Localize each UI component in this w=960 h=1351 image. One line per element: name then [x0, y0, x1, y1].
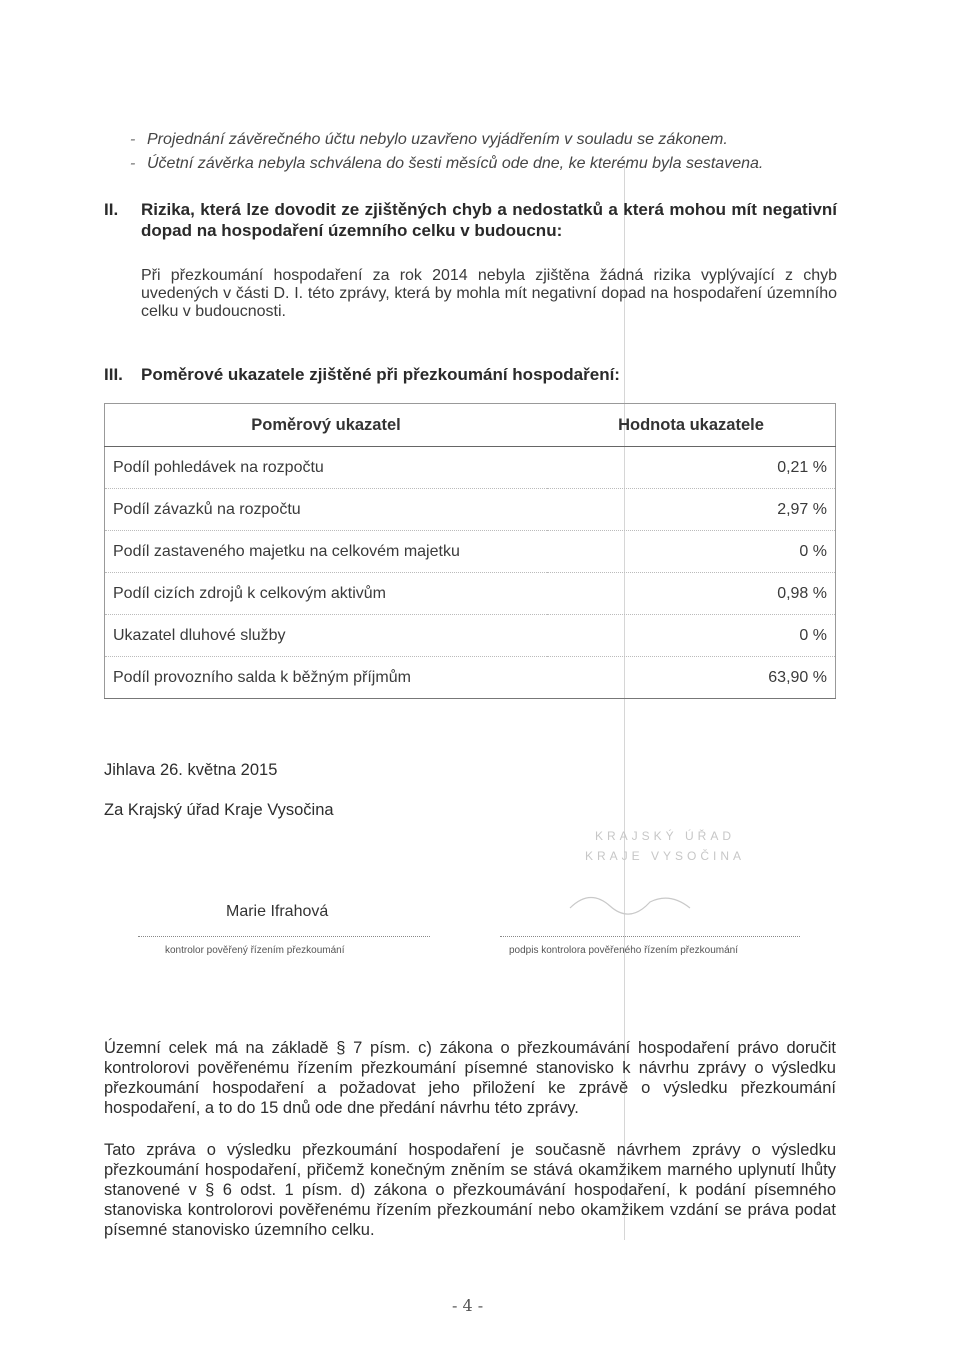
table-cell-label: Podíl pohledávek na rozpočtu — [105, 447, 548, 489]
section-2-text: Při přezkoumání hospodaření za rok 2014 nebyla zjištěna žádná rizika vyplývající z chyb uvedených v části D. I. této zprávy, která by mohla mít negativní dopad na hospodaření územního celku v budoucnosti. — [141, 267, 837, 320]
bullet-list — [130, 128, 763, 176]
table-row — [105, 447, 836, 489]
table-row — [105, 615, 836, 657]
paragraph-statement-right: Územní celek má na základě § 7 písm. c) zákona o přezkoumávání hospodaření právo doručit kontrolorovi pověřenému řízením přezkoumání písemné stanovisko k návrhu zprávy o výsledku přezkoumání hospodaření a požadovat jeho přiložení ke zprávě o výsledku přezkoumání hospodaření, a to do 15 dnů ode dne předání návrhu této zprávy. — [104, 1039, 836, 1117]
bullet-item: - Projednání závěrečného účtu nebylo uzavřeno vyjádřením v souladu se zákonem. — [130, 131, 728, 148]
table-cell-value: 2,97 % — [547, 489, 836, 531]
signature-line-right — [500, 936, 800, 937]
place-date: Jihlava 26. května 2015 — [104, 761, 278, 779]
table-cell-label: Ukazatel dluhové služby — [105, 615, 548, 657]
paragraph-draft-report: Tato zpráva o výsledku přezkoumání hospodaření je současně návrhem zprávy o výsledku přezkoumání hospodaření, přičemž konečným zněním se stává okamžikem marného uplynutí lhůty stanovené v § 6 odst. 1 písm. d) zákona o přezkoumávání hospodaření, k podání písemného stanoviska kontrolorovi pověřenému řízením přezkoumání nebo okamžikem vzdání se práva podat písemné stanovisko územního celku. — [104, 1141, 836, 1239]
table-header-value: Hodnota ukazatele — [547, 404, 836, 447]
section-3-number: III. — [104, 365, 123, 384]
table-cell-value: 0 % — [547, 615, 836, 657]
indicators-table — [104, 403, 836, 699]
authority-line: Za Krajský úřad Kraje Vysočina — [104, 801, 334, 819]
table-cell-label: Podíl závazků na rozpočtu — [105, 489, 548, 531]
table-cell-value: 0,98 % — [547, 573, 836, 615]
table-cell-value: 0 % — [547, 531, 836, 573]
signature-line-left — [138, 936, 430, 937]
signature-scribble — [560, 878, 720, 928]
table-cell-label: Podíl provozního salda k běžným příjmům — [105, 657, 548, 699]
caption-left: kontrolor pověřený řízením přezkoumání — [165, 945, 345, 956]
page-number: - 4 - — [452, 1296, 484, 1315]
table-cell-value: 63,90 % — [547, 657, 836, 699]
table-cell-label: Podíl zastaveného majetku na celkovém majetku — [105, 531, 548, 573]
table-row — [105, 657, 836, 699]
section-2-number: II. — [104, 200, 119, 219]
bullet-item: - Účetní závěrka nebyla schválena do šesti měsíců ode dne, ke kterému byla sestavena. — [130, 155, 764, 172]
office-stamp: KRAJSKÝ ÚŘAD KRAJE VYSOČINA — [584, 829, 746, 863]
table-row — [105, 573, 836, 615]
signer-name: Marie Ifrahová — [226, 903, 329, 920]
table-header-row — [105, 404, 836, 447]
section-2-heading: Rizika, která lze dovodit ze zjištěných chyb a nedostatků a která mohou mít negativní dopad na hospodaření územního celku v budoucnu: — [141, 200, 837, 240]
section-3-heading: Poměrové ukazatele zjištěné při přezkoumání hospodaření: — [141, 365, 620, 384]
caption-right: podpis kontrolora pověřeného řízením přezkoumání — [509, 945, 739, 956]
table-row — [105, 489, 836, 531]
table-cell-label: Podíl cizích zdrojů k celkovým aktivům — [105, 573, 548, 615]
table-header-indicator: Poměrový ukazatel — [105, 404, 548, 447]
table-cell-value: 0,21 % — [547, 447, 836, 489]
table-row — [105, 531, 836, 573]
